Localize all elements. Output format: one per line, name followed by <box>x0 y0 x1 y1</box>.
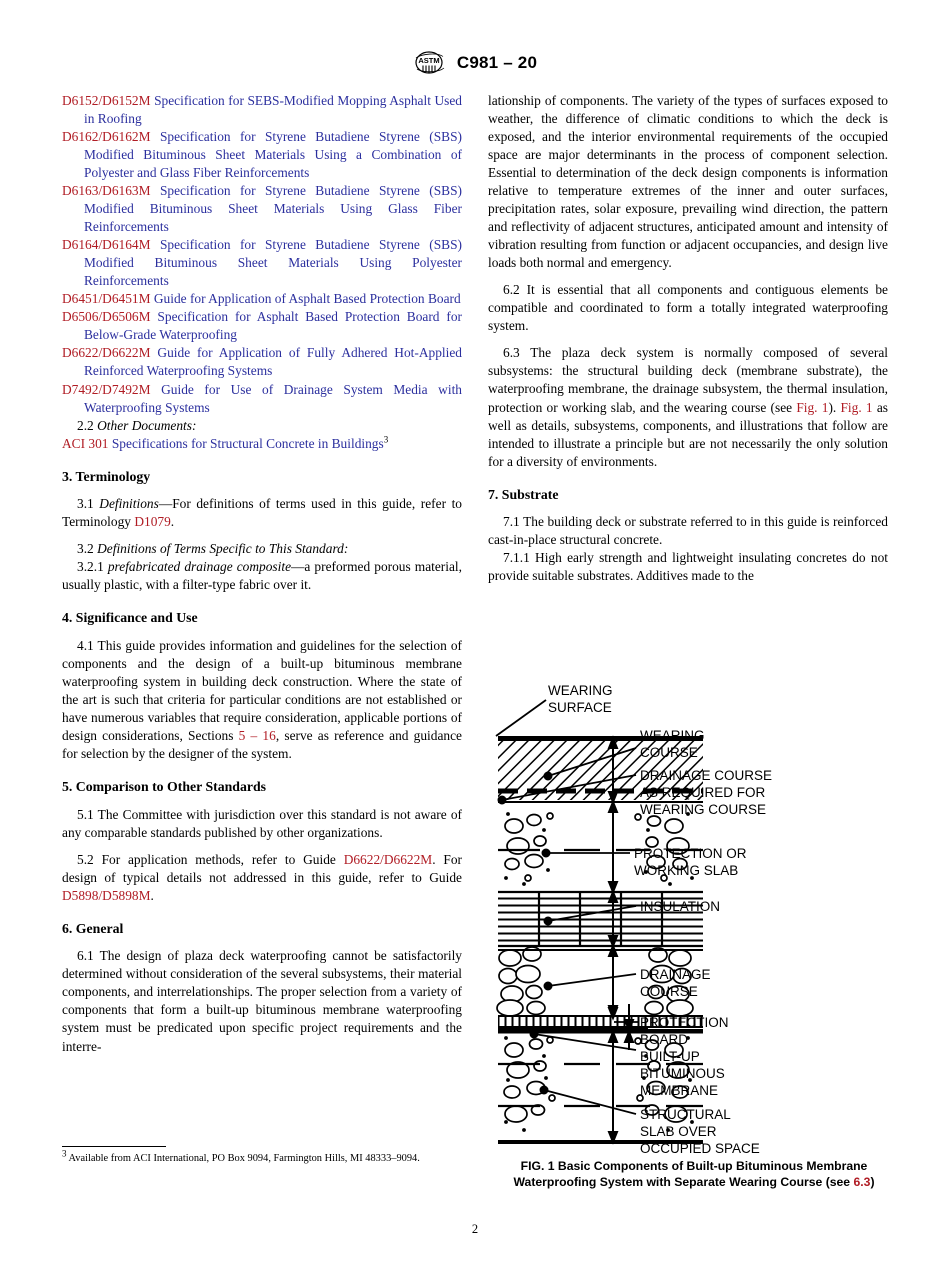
clause-6-1: 6.1 The design of plaza deck waterproofing cannot be satisfactorily determined without consideration of the several subsystems, their material components, and interrelationships. The proper selection from a variety of components that form a built-up bituminous membrane waterproofing system must be predicated upon specific project requirements and the interre- <box>62 948 462 1054</box>
section-heading-comparison: 5. Comparison to Other Standards <box>62 779 267 795</box>
clause-6-2: 6.2 It is essential that all components and contiguous elements be compatible and coordinated to form a totally integrated waterproofing system. <box>488 282 888 334</box>
inline-ref[interactable]: D5898/D5898M <box>62 887 151 903</box>
reference-item <box>62 381 462 417</box>
svg-text:OCCUPIED SPACE: OCCUPIED SPACE <box>640 1141 760 1156</box>
reference-code[interactable]: ACI 301 <box>62 435 109 451</box>
page-header <box>0 50 950 76</box>
clause-5-1: 5.1 The Committee with jurisdiction over this standard is not aware of any comparable standards published by other organizations. <box>62 806 462 840</box>
clause-3-2-1: 3.2.1 prefabricated drainage composite—a preformed porous material, usually plastic, with a filter-type fabric over it. <box>62 559 462 593</box>
svg-text:WORKING SLAB: WORKING SLAB <box>634 863 739 878</box>
reference-title[interactable]: Specification for Styrene Butadiene Styrene (SBS) Modified Bituminous Sheet Materials Using Glass Fiber Reinforcements <box>84 183 462 235</box>
svg-text:ASTM: ASTM <box>418 56 440 65</box>
inline-ref[interactable]: D6622/D6622M <box>343 851 433 867</box>
reference-title[interactable]: Specification for SEBS-Modified Mopping Asphalt Used in Roofing <box>84 93 462 127</box>
left-column <box>62 92 462 1056</box>
svg-text:COURSE: COURSE <box>640 984 698 999</box>
svg-text:AS REQUIRED FOR: AS REQUIRED FOR <box>640 785 766 800</box>
clause-6-1-continued: lationship of components. The variety of the types of surfaces exposed to weather, the difference of climatic conditions to which the deck is exposed, and the interior environmental requirements of the occupied space are major determinants in the process of component selection. Essential to determination of the deck design components is information relative to temperature extremes of the inner and outer surfaces, precipitation rates, solar exposure, prevailing wind direction, the pattern and reflectivity of adjacent structures, anticipated amount and intensity of vibration resulting from function or adjacent occupancies, and design live loads both normal and emergency. <box>488 93 888 271</box>
reference-code[interactable]: D6451/D6451M <box>62 291 151 307</box>
footnote-marker: 3 <box>62 1148 67 1159</box>
reference-code[interactable]: D6163/D6163M <box>62 183 151 199</box>
page-number: 2 <box>471 1222 479 1236</box>
figure-1 <box>488 678 900 1161</box>
reference-title[interactable]: Guide for Application of Asphalt Based Protection Board <box>153 291 461 307</box>
reference-item <box>62 290 462 308</box>
astm-logo <box>413 50 447 76</box>
label-protection-working-slab <box>634 846 747 878</box>
reference-item <box>62 308 462 344</box>
svg-text:WEARING: WEARING <box>640 728 705 743</box>
plaza-deck-cross-section-diagram <box>488 678 900 1156</box>
clause-6-3: 6.3 The plaza deck system is normally composed of several subsystems: the structural building deck (membrane substrate), the waterproofing membrane, the drainage subsystem, the thermal insulation, protection or working slab, and the wearing course (see Fig. 1). Fig. 1 as well as details, subsystems, components, and illustrations that follow are intended to illustrate a principle but are not necessarily the only solution for a diversity of environments. <box>488 345 888 469</box>
clause-3-2: 3.2 Definitions of Terms Specific to This Standard: <box>77 541 349 557</box>
right-column <box>488 92 888 585</box>
reference-title[interactable]: Specification for Styrene Butadiene Styrene (SBS) Modified Bituminous Sheet Materials Using Polyester Reinforcements <box>84 237 462 289</box>
section-heading-terminology: 3. Terminology <box>62 468 151 484</box>
standard-designation: C981 – 20 <box>456 53 538 72</box>
reference-item <box>62 128 462 182</box>
figure-ref[interactable]: Fig. 1 <box>840 399 873 415</box>
svg-text:MEMBRANE: MEMBRANE <box>640 1083 719 1098</box>
reference-title[interactable]: Specification for Styrene Butadiene Styrene (SBS) Modified Bituminous Sheet Materials Using a Combination of Polyester and Glass Fiber Reinforcements <box>84 129 462 181</box>
reference-item <box>62 182 462 236</box>
clause-5-2: 5.2 For application methods, refer to Guide D6622/D6622M. For design of typical details not addressed in this guide, refer to Guide D5898/D5898M. <box>62 851 462 903</box>
caption-clause-ref[interactable]: 6.3 <box>853 1175 871 1190</box>
reference-item <box>62 92 462 128</box>
inline-ref[interactable]: 5 – 16 <box>238 728 276 744</box>
footnote-divider <box>62 1146 166 1147</box>
svg-text:SLAB OVER: SLAB OVER <box>640 1124 717 1139</box>
section-heading-general: 6. General <box>62 920 124 936</box>
svg-text:WEARING COURSE: WEARING COURSE <box>640 802 767 817</box>
reference-item <box>62 236 462 290</box>
svg-text:PROTECTION: PROTECTION <box>640 1015 729 1030</box>
footnote <box>62 1148 462 1166</box>
reference-title[interactable]: Specification for Asphalt Based Protection Board for Below-Grade Waterproofing <box>84 309 462 343</box>
clause-4-1: 4.1 This guide provides information and guidelines for the selection of components and the design of a built-up bituminous membrane waterproofing system in building deck construction. Where the state of the art is such that criteria for particular conditions are not established or have numerous variables that require consideration, applicable portions of design considerations, Sections 5 – 16, serve as reference and guidance for selection by the designer of the system. <box>62 637 463 762</box>
svg-text:STRUCTURAL: STRUCTURAL <box>640 1107 731 1122</box>
clause-7-1: 7.1 The building deck or substrate referred to in this guide is reinforced cast-in-place structural concrete. <box>488 514 888 548</box>
label-structural-slab <box>640 1107 760 1156</box>
footnote-text: Available from ACI International, PO Box 9094, Farmington Hills, MI 48333–9094. <box>66 1153 420 1164</box>
other-documents-heading: 2.2 Other Documents: <box>77 417 197 433</box>
clause-7-1-1: 7.1.1 High early strength and lightweight insulating concretes do not provide suitable substrates. Additives made to the <box>488 550 888 584</box>
svg-text:BOARD: BOARD <box>640 1032 689 1047</box>
label-built-up-bituminous-membrane <box>640 1049 725 1098</box>
label-wearing-surface <box>548 683 613 715</box>
svg-text:BITUMINOUS: BITUMINOUS <box>640 1066 725 1081</box>
section-heading-substrate: 7. Substrate <box>488 486 559 502</box>
reference-code[interactable]: D6164/D6164M <box>62 237 151 253</box>
svg-text:PROTECTION OR: PROTECTION OR <box>634 846 747 861</box>
reference-code[interactable]: D6152/D6152M <box>62 93 151 108</box>
reference-title[interactable]: Guide for Application of Fully Adhered Hot-Applied Reinforced Waterproofing Systems <box>84 345 462 379</box>
reference-code[interactable]: D6506/D6506M <box>62 309 151 325</box>
svg-text:INSULATION: INSULATION <box>640 899 721 914</box>
reference-code[interactable]: D6622/D6622M <box>62 345 151 361</box>
figure-caption: FIG. 1 Basic Components of Built-up Bituminous Membrane Waterproofing System with Separate Wearing Course (see 6.3) <box>513 1159 875 1190</box>
clause-3-1: 3.1 Definitions—For definitions of terms used in this guide, refer to Terminology D1079. <box>62 496 462 530</box>
svg-text:WEARING: WEARING <box>548 683 613 698</box>
svg-text:DRAINAGE COURSE: DRAINAGE COURSE <box>640 768 773 783</box>
svg-text:SURFACE: SURFACE <box>548 700 612 715</box>
reference-code[interactable]: D7492/D7492M <box>62 381 151 397</box>
label-insulation <box>640 899 720 914</box>
aci-reference <box>62 435 462 453</box>
reference-item <box>62 344 462 380</box>
svg-text:COURSE: COURSE <box>640 745 698 760</box>
label-drainage-course <box>640 967 711 999</box>
svg-text:BUILT-UP: BUILT-UP <box>640 1049 700 1064</box>
reference-code[interactable]: D6162/D6162M <box>62 129 151 145</box>
reference-title[interactable]: Specifications for Structural Concrete in Buildings <box>111 435 384 451</box>
footnote-marker: 3 <box>383 434 389 445</box>
inline-ref[interactable]: D1079 <box>134 514 171 530</box>
reference-title[interactable]: Guide for Use of Drainage System Media with Waterproofing Systems <box>84 381 462 415</box>
label-drainage-course-required <box>640 768 772 817</box>
section-heading-significance: 4. Significance and Use <box>62 610 198 626</box>
figure-ref[interactable]: Fig. 1 <box>796 399 829 415</box>
svg-text:DRAINAGE: DRAINAGE <box>640 967 711 982</box>
